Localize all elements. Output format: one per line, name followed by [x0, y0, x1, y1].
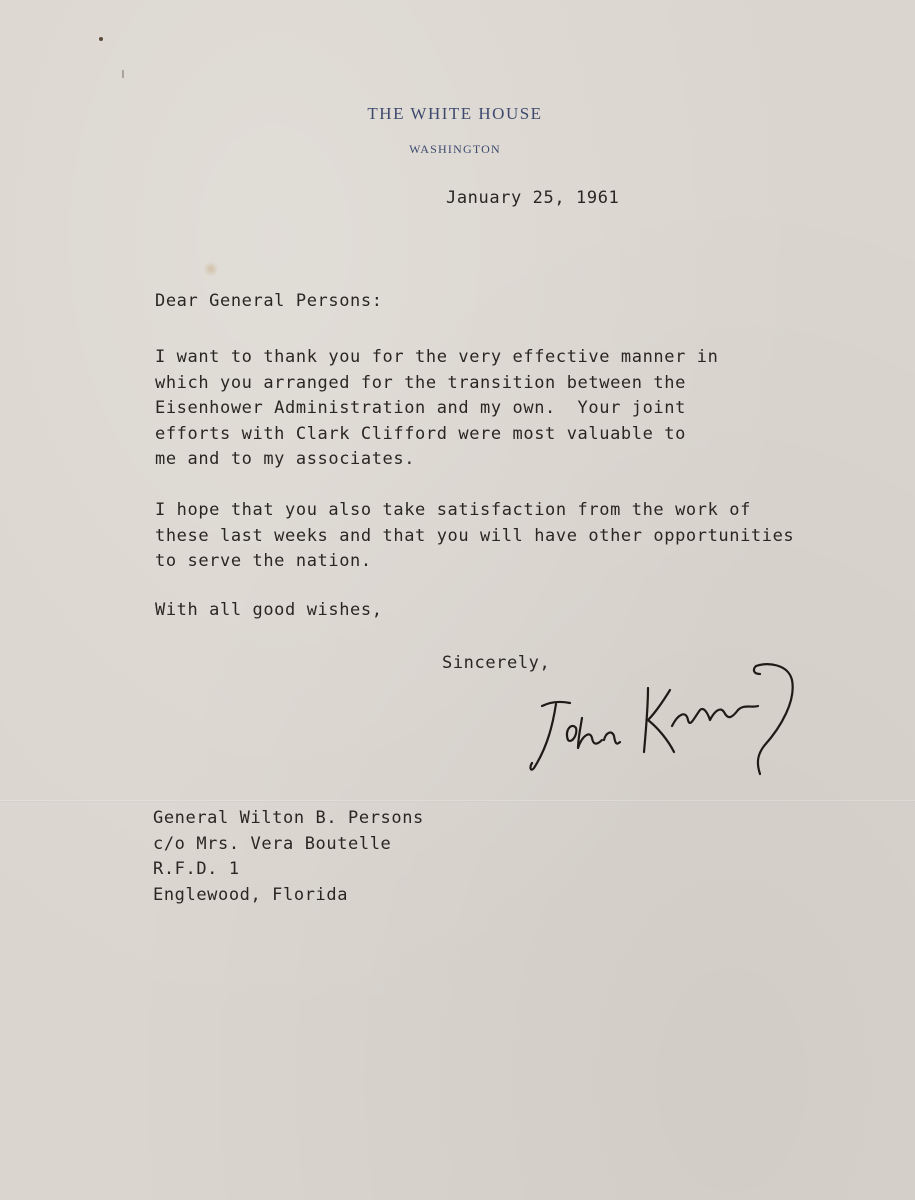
handwritten-signature	[520, 648, 810, 778]
letter-date: January 25, 1961	[446, 188, 620, 208]
paper-speck	[99, 37, 103, 41]
letter-closing: With all good wishes,	[155, 600, 383, 620]
recipient-line-1: General Wilton B. Persons	[153, 808, 424, 828]
paper-mark	[122, 70, 124, 78]
letter-salutation: Dear General Persons:	[155, 291, 383, 311]
letterhead-title: THE WHITE HOUSE	[367, 104, 543, 123]
letter-sign-off: Sincerely,	[442, 653, 551, 673]
recipient-line-3: R.F.D. 1	[153, 859, 240, 879]
letterhead-city: WASHINGTON	[409, 142, 501, 156]
recipient-line-4: Englewood, Florida	[153, 884, 349, 905]
paper-stain	[203, 262, 219, 276]
recipient-address	[153, 806, 424, 908]
letter-paragraph-1: I want to thank you for the very effective manner in which you arranged for the transition between the Eisenhower Administration and my own. Your joint efforts with Clark Clifford were most valuable to me and to my associates.	[155, 347, 719, 469]
recipient-line-2: c/o Mrs. Vera Boutelle	[153, 833, 392, 854]
letter-paragraph-2: I hope that you also take satisfaction from the work of these last weeks and that you will have other opportunities to serve the nation.	[155, 500, 795, 571]
paper-fold-line	[0, 800, 915, 802]
